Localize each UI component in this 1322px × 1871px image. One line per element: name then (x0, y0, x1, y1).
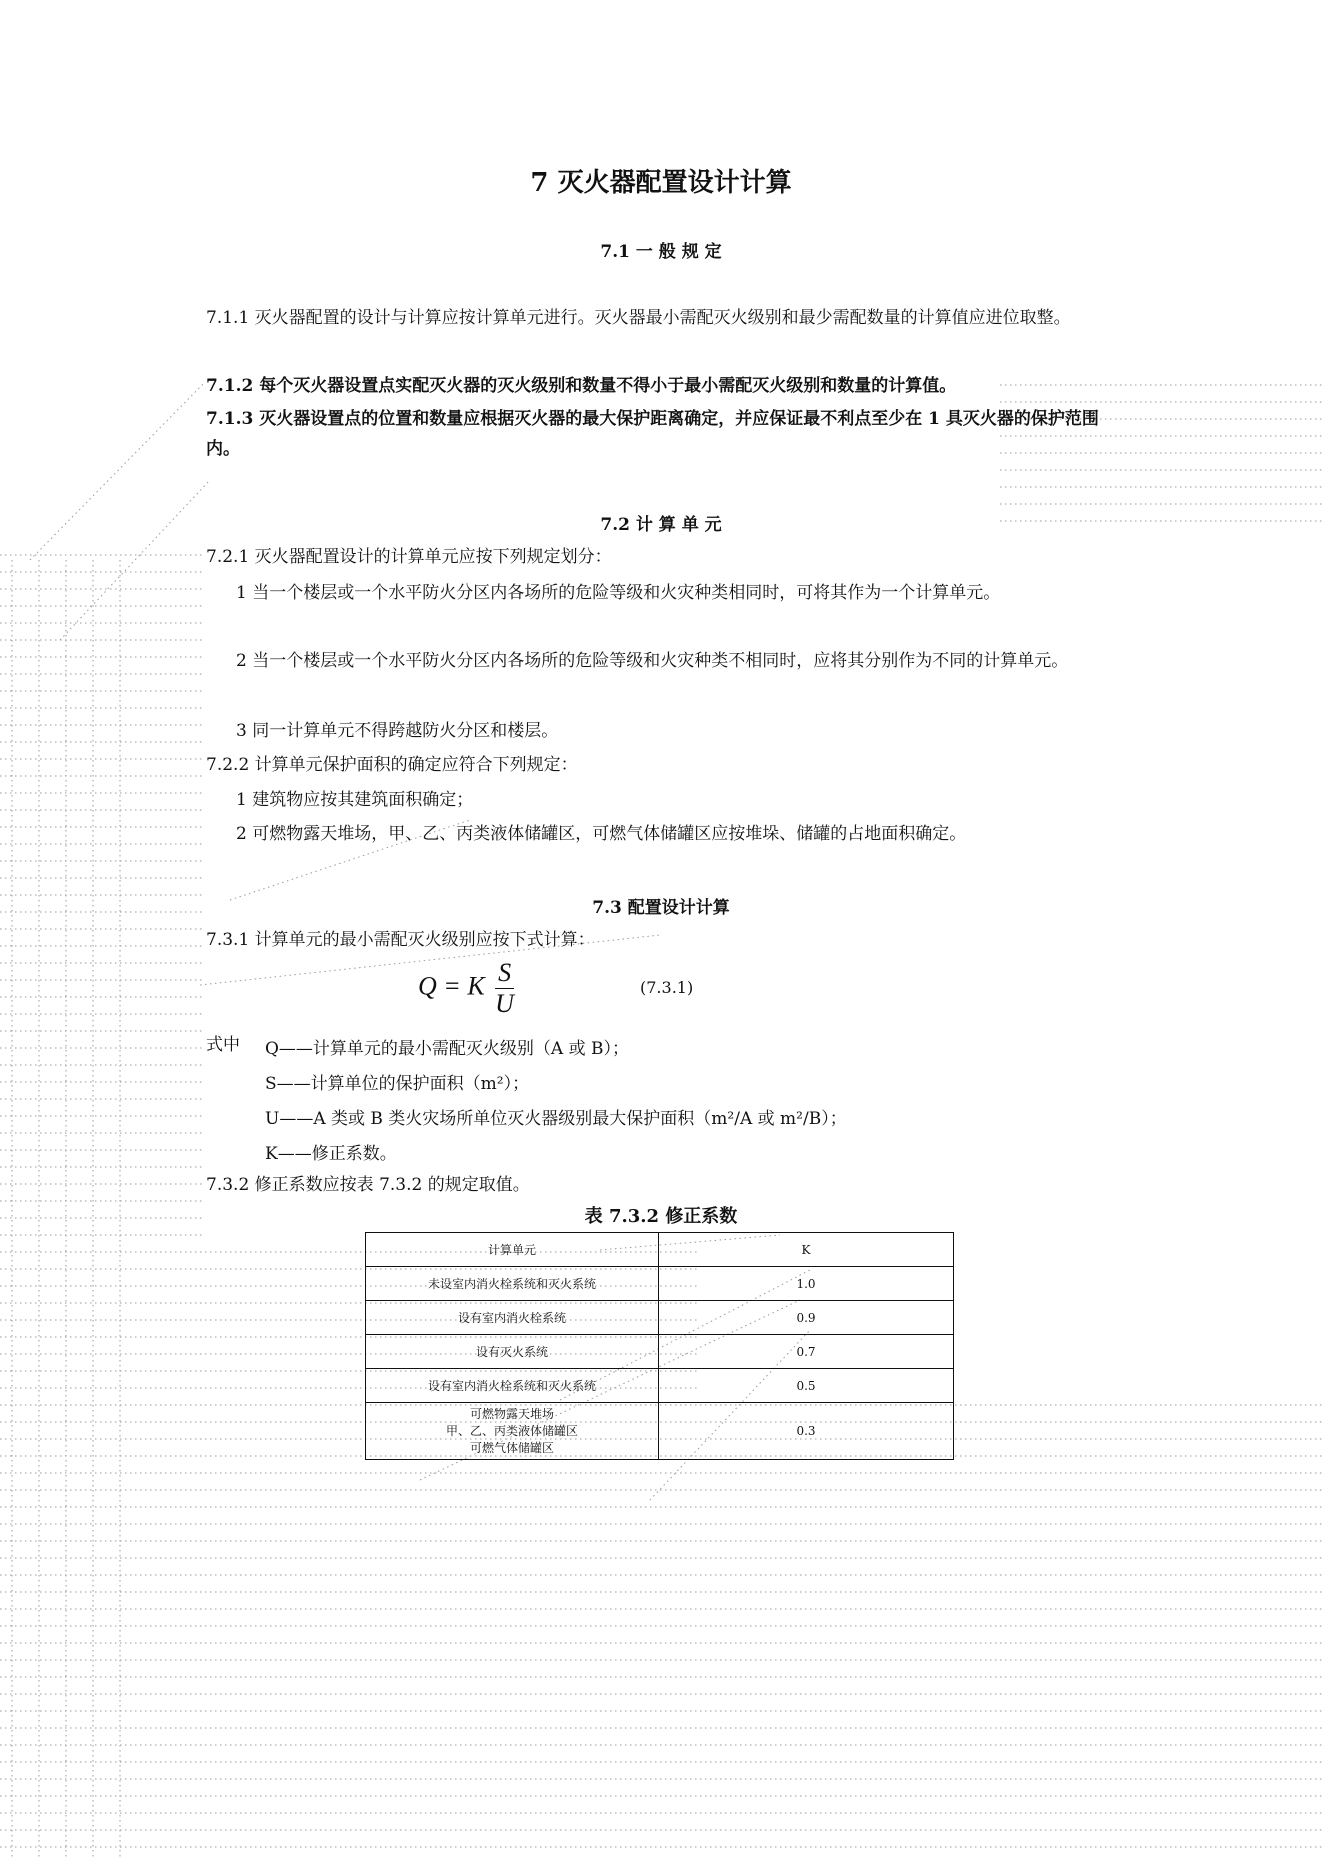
clause-7-2-2-item-2: 2 可燃物露天堆场，甲、乙、丙类液体储罐区，可燃气体储罐区应按堆垛、储罐的占地面积确定。 (236, 824, 967, 844)
symbol-u-definition: U——A 类或 B 类火灾场所单位灭火器级别最大保护面积（m²/A 或 m²/B）； (265, 1109, 847, 1129)
equation-number: (7.3.1) (640, 978, 694, 997)
table-row (366, 1335, 954, 1369)
correction-factor-table (365, 1232, 954, 1460)
clause-7-2-1-item-2: 2 当一个楼层或一个水平防火分区内各场所的危险等级和火灾种类不相同时，应将其分别作为不同的计算单元。 (236, 651, 1069, 671)
unit-cell: 未设室内消火栓系统和灭火系统 (366, 1267, 659, 1301)
chapter-title: 7 灭火器配置设计计算 (530, 168, 792, 198)
clause-7-2-1-item-3: 3 同一计算单元不得跨越防火分区和楼层。 (236, 721, 559, 741)
symbol-k-definition: K——修正系数。 (265, 1144, 397, 1164)
clause-7-3-2: 7.3.2 修正系数应按表 7.3.2 的规定取值。 (206, 1175, 530, 1195)
clause-7-1-2: 7.1.2 每个灭火器设置点实配灭火器的灭火级别和数量不得小于最小需配灭火级别和数量的计算值。 (206, 376, 957, 396)
table-row (366, 1301, 954, 1335)
k-cell: 0.9 (659, 1301, 954, 1335)
section-title-7-3: 7.3 配置设计计算 (592, 898, 730, 918)
where-label: 式中 (206, 1035, 240, 1055)
k-cell: 0.7 (659, 1335, 954, 1369)
clause-7-1-1: 7.1.1 灭火器配置的设计与计算应按计算单元进行。灭火器最小需配灭火级别和最少需配数量的计算值应进位取整。 (206, 308, 1071, 328)
k-cell: 1.0 (659, 1267, 954, 1301)
unit-line: 可燃物露天堆场 (469, 1406, 554, 1421)
header-cell: 计算单元 (366, 1233, 659, 1267)
table-row (366, 1369, 954, 1403)
unit-line: 甲、乙、丙类液体储罐区 (445, 1423, 578, 1438)
unit-cell: 设有室内消火栓系统 (366, 1301, 659, 1335)
clause-7-2-1: 7.2.1 灭火器配置设计的计算单元应按下列规定划分： (206, 547, 612, 567)
k-cell: 0.3 (659, 1403, 954, 1460)
formula-denominator: U (495, 989, 514, 1018)
table-row (366, 1403, 954, 1460)
section-title-7-2: 7.2 计 算 单 元 (600, 515, 722, 535)
symbol-q-definition: Q——计算单元的最小需配灭火级别（A 或 B）； (265, 1039, 630, 1059)
formula-fraction (495, 958, 514, 1019)
section-title-7-1: 7.1 一 般 规 定 (600, 242, 722, 262)
header-cell: K (659, 1233, 954, 1267)
symbol-s-definition: S——计算单位的保护面积（m²）； (265, 1074, 530, 1094)
unit-cell: 设有灭火系统 (366, 1335, 659, 1369)
unit-cell: 设有室内消火栓系统和灭火系统 (366, 1369, 659, 1403)
clause-7-2-1-item-1: 1 当一个楼层或一个水平防火分区内各场所的危险等级和火灾种类相同时，可将其作为一个计算单元。 (236, 583, 1001, 603)
clause-7-3-1: 7.3.1 计算单元的最小需配灭火级别应按下式计算： (206, 930, 595, 950)
table-header-row (366, 1233, 954, 1267)
clause-7-1-3: 7.1.3 灭火器设置点的位置和数量应根据灭火器的最大保护距离确定，并应保证最不利点至少在 1 具灭火器的保护范围内。 (206, 409, 1099, 459)
clause-7-2-2: 7.2.2 计算单元保护面积的确定应符合下列规定： (206, 755, 578, 775)
unit-cell-multiline (366, 1403, 659, 1460)
k-cell: 0.5 (659, 1369, 954, 1403)
formula-lhs: Q = K (418, 971, 485, 1001)
table-caption: 表 7.3.2 修正系数 (584, 1206, 738, 1227)
table-row (366, 1267, 954, 1301)
formula-7-3-1 (418, 958, 514, 1019)
clause-7-2-2-item-1: 1 建筑物应按其建筑面积确定； (236, 790, 474, 810)
unit-line: 可燃气体储罐区 (469, 1440, 554, 1455)
formula-numerator: S (495, 958, 514, 989)
